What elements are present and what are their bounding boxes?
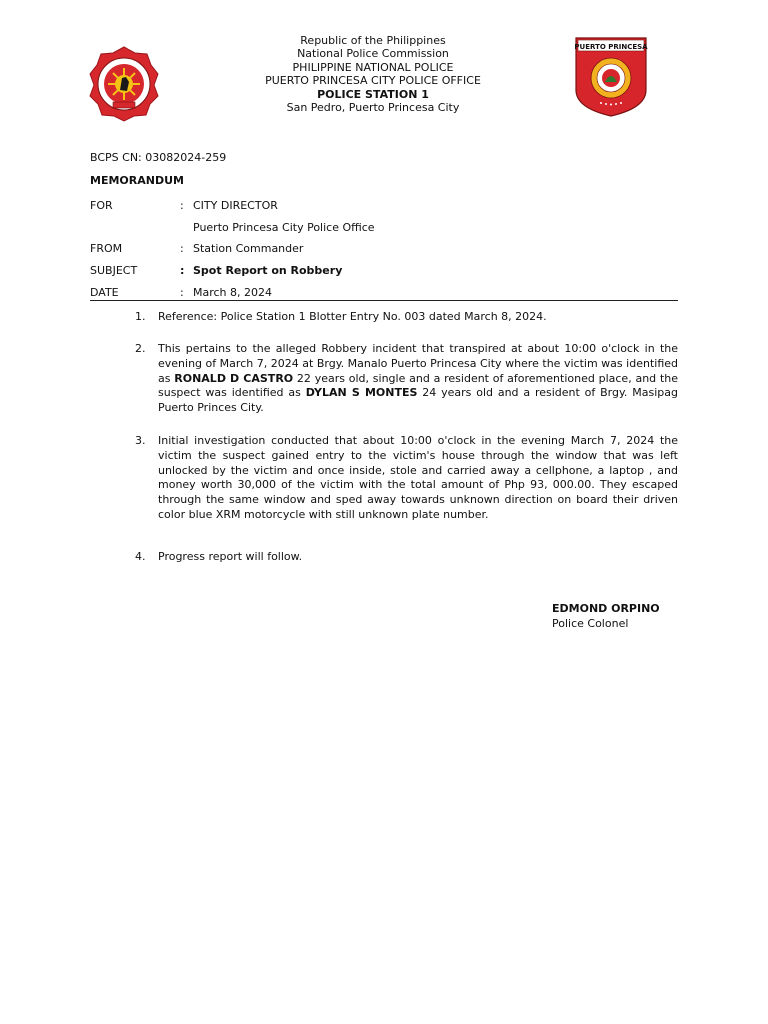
from-value: Station Commander bbox=[193, 242, 304, 255]
paragraph-text-part: 24 years old and a resident of Brgy. Masipag Puerto Princes City. bbox=[158, 386, 678, 415]
paragraph-text: Initial investigation conducted that about 10:00 o'clock in the evening March 7, 2024 the victim the suspect gained entry to the victim's house through the window that was left unlocked by the victim and once inside, stole and carried away a cellphone, a laptop , and money worth 30,000 of the victim with the total amount of Php 93, 000.00. They escaped through the same window and sped away towards unknown direction on board their driven color blue XRM motorcycle with still unknown plate number. bbox=[158, 434, 678, 521]
shield-title: PUERTO PRINCESA bbox=[574, 42, 648, 51]
letterhead-line-napolcom: National Police Commission bbox=[297, 47, 449, 61]
from-colon: : bbox=[180, 242, 184, 255]
letterhead bbox=[200, 34, 546, 114]
header-divider bbox=[90, 300, 678, 301]
letterhead-line-station: POLICE STATION 1 bbox=[317, 87, 429, 101]
puerto-princesa-police-shield-icon bbox=[574, 36, 648, 118]
for-value-office: Puerto Princesa City Police Office bbox=[193, 221, 375, 234]
memo-title: MEMORANDUM bbox=[90, 174, 184, 187]
subject-label: SUBJECT bbox=[90, 264, 138, 277]
bcps-control-number: BCPS CN: 03082024-259 bbox=[90, 151, 227, 164]
paragraph-number: 4. bbox=[135, 550, 146, 563]
paragraph-number: 2. bbox=[135, 342, 146, 355]
paragraph-text: Reference: Police Station 1 Blotter Entry No. 003 dated March 8, 2024. bbox=[158, 310, 547, 323]
signature-block bbox=[552, 602, 660, 631]
signatory-name: EDMOND ORPINO bbox=[552, 602, 660, 615]
paragraph-text-part: 22 years old, single and a resident of aforementioned place, and the suspect was identified as bbox=[158, 371, 678, 400]
from-label: FROM bbox=[90, 242, 123, 255]
suspect-name: DYLAN S MONTES bbox=[305, 386, 418, 400]
signatory-rank: Police Colonel bbox=[552, 616, 629, 630]
paragraph-text: Progress report will follow. bbox=[158, 550, 303, 563]
for-value: CITY DIRECTOR bbox=[193, 199, 278, 212]
for-colon: : bbox=[180, 199, 184, 212]
subject-colon: : bbox=[180, 264, 185, 277]
pnp-seal-icon bbox=[88, 46, 160, 122]
paragraph-text-part: This pertains to the alleged Robbery incident that transpired at about 10:00 o'clock in the evening of March 7, 2024 at Brgy. Manalo Puerto Princesa City where the victim was identified as bbox=[158, 342, 678, 385]
victim-name: RONALD D CASTRO bbox=[174, 371, 294, 385]
paragraph-number: 3. bbox=[135, 434, 146, 447]
date-value: March 8, 2024 bbox=[193, 286, 273, 299]
letterhead-line-republic: Republic of the Philippines bbox=[300, 34, 446, 47]
for-label: FOR bbox=[90, 199, 113, 212]
letterhead-line-city-office: PUERTO PRINCESA CITY POLICE OFFICE bbox=[265, 74, 481, 88]
subject-value: Spot Report on Robbery bbox=[193, 264, 343, 277]
letterhead-line-pnp: PHILIPPINE NATIONAL POLICE bbox=[292, 60, 454, 74]
letterhead-line-address: San Pedro, Puerto Princesa City bbox=[286, 101, 460, 115]
paragraph-number: 1. bbox=[135, 310, 146, 323]
date-label: DATE bbox=[90, 286, 119, 299]
date-colon: : bbox=[180, 286, 184, 299]
paragraph-text bbox=[158, 342, 678, 416]
